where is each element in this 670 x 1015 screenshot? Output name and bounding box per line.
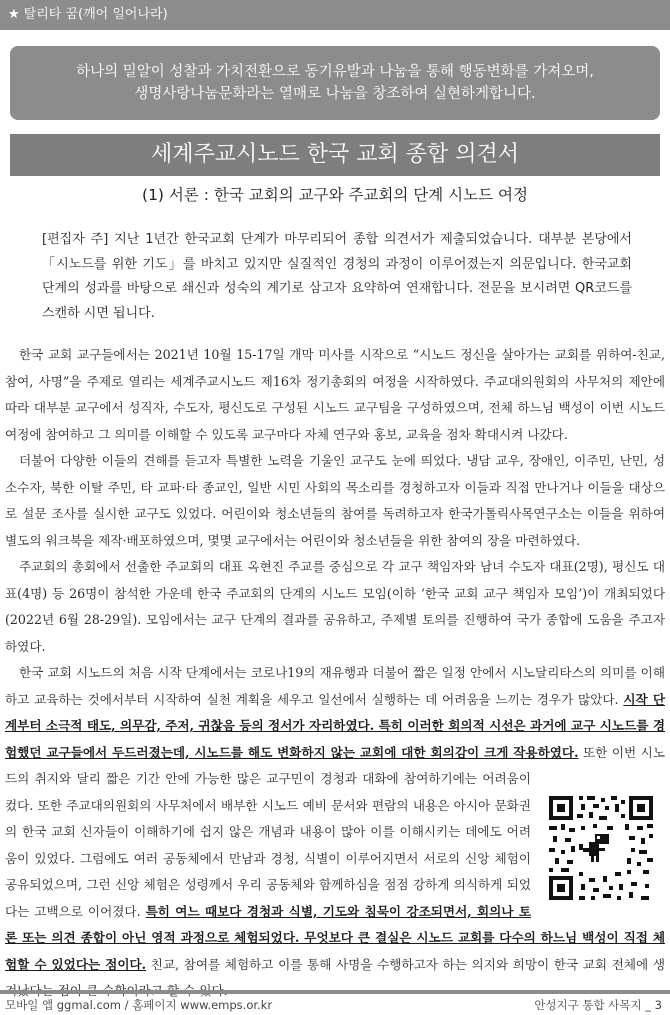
star-icon: ★: [8, 7, 20, 22]
footer-divider: [0, 990, 670, 994]
section-label-bar: [0, 0, 670, 30]
paragraph-2: 더불어 다양한 이들의 견해를 듣고자 특별한 노력을 기울인 교구도 눈에 띄었다. 냉담 교우, 장애인, 이주민, 난민, 성 소수자, 북한 이탈 주민, 타 교파·타 종교인, 일반 시민 사회의 목소리를 경청하고자 이들과 직접 만나거나 이들을 대상으로 설문 조사를 실시한 교구도 있었다. 어린이와 청소년들의 참여를 독려하고자 한국가톨릭사목연구소는 이들을 위하여 별도의 워크북을 제작·배포하였으며, 몇몇 교구에서는 어린이와 청소년들을 위한 참여의 장을 마련하였다.: [5, 453, 665, 548]
qr-code-graphic: [545, 792, 657, 904]
footer-page-label: 안성지구 통합 사목지 _ 3: [534, 998, 662, 1012]
intro-line-2: 생명사랑나눔문화라는 열매로 나눔을 창조하여 실현하게합니다.: [134, 86, 536, 102]
qr-code-icon[interactable]: [545, 792, 657, 904]
underlined-passage-1: 시작 단계부터 소극적 태도, 의무감, 주저, 귀찮음 등의 정서가 자리하였다. 특히 이러한 회의적 시선은 과거에 교구 시노드를 경험했던 교구들에서 두드러졌는데, 시노드를 해도 변화하지 않는 교회에 대한 회의감이 크게 작용하였다.: [5, 691, 665, 760]
footer-contact: 모바일 앱 ggmal.com / 홈페이지 www.emps.or.kr: [5, 998, 273, 1012]
intro-line-1: 하나의 밀알이 성찰과 가치전환으로 동기유발과 나눔을 통해 행동변화를 가져오며,: [76, 64, 594, 80]
underlined-passage-2: 특히 여느 때보다 경청과 식별, 기도와 침묵이 강조되면서, 회의나 토론 또는 의견 종합이 아닌 영적 과정으로 체험되었다. 무엇보다 큰 결실은 시노드 교회를 다수의 하느님 백성이 직접 체험할 수 있었다는 점이다.: [5, 903, 665, 972]
article-body: [5, 342, 665, 1005]
section-label: 탈리타 꿈(깨어 일어나라): [23, 7, 168, 22]
paragraph-4-intro: 한국 교회 시노드의 처음 시작 단계에서는 코로나19의 재유행과 더불어 짧은 일정 안에서 시노달리타스의 의미를 이해하고 교육하는 것에서부터 시작하여 실천 계획을 세우고 일선에서 실행하는 데 어려움을 느끼는 경우가 많았다.: [5, 665, 665, 707]
paragraph-4-middle: 또한 이번 시노드의 취지와 달리 짧은 기간 안에 가능한 많은 교구민이 경청과 대화에 참여하기에는 어려움이 컸다. 또한 주교대의원회의 사무처에서 배부한 시노드 예비 문서와 편람의 내용은 아시아 문화권의 한국 교회 신자들이 이해하기에 쉽지 않은 개념과 내용이 많아 이를 이해시키는 데에도 어려움이 있었다. 그럼에도 여러 공동체에서 만남과 경청, 식별이 이루어지면서 서로의 신앙 체험이 공유되었으며, 그런 신앙 체험은 성령께서 우리 공동체와 함께하심을 점점 강하게 의식하게 되었다는 고백으로 이어졌다.: [5, 744, 666, 919]
article-subtitle: (1) 서론 : 한국 교회의 교구와 주교회의 단계 시노드 여정: [142, 186, 528, 204]
intro-box: [10, 46, 660, 120]
paragraph-4: [5, 660, 665, 1005]
article-title: 세계주교시노드 한국 교회 종합 의견서: [10, 134, 660, 176]
paragraph-1: 한국 교회 교구들에서는 2021년 10월 15-17일 개막 미사를 시작으로 “시노드 정신을 살아가는 교회를 위하여-친교, 참여, 사명”을 주제로 열리는 세계주교시노드 제16차 정기총회의 여정을 시작하였다. 주교대의원회의 사무처의 제안에 따라 대부분 교구에서 성직자, 수도자, 평신도로 구성된 시노드 교구팀을 구성하였으며, 전체 하느님 백성이 이번 시노드 여정에 참여하고 그 의미를 이해할 수 있도록 교구마다 자체 연구와 홍보, 교육을 점차 확대시켜 나갔다.: [5, 347, 665, 442]
paragraph-3: 주교회의 총회에서 선출한 주교회의 대표 옥현진 주교를 중심으로 각 교구 책임자와 남녀 수도자 대표(2명), 평신도 대표(4명) 등 26명이 참석한 가운데 한국 주교회의 단계의 시노드 모임(이하 ‘한국 교회 교구 책임자 모임’)이 개최되었다(2022년 6월 28-29일). 모임에서는 교구 단계의 결과를 공유하고, 주제별 토의를 진행하여 국가 종합에 도움을 주고자 하였다.: [5, 559, 665, 654]
paragraph-4-end: 친교, 참여를 체험하고 이를 통해 사명을 수행하고자 하는 의지와 희망이 한국 교회 전체에 생: [150, 956, 666, 972]
editor-note: [편집자 주] 지난 1년간 한국교회 단계가 마무리되어 종합 의견서가 제출되었습니다. 대부분 본당에서 「시노드를 위한 기도」를 바치고 있지만 실질적인 경청의 과정이 이루어졌는지 의문입니다. 한국교회 단계의 성과를 바탕으로 쇄신과 성숙의 계기로 삼고자 요약하여 연재합니다. 전문을 보시려면 QR코드를 스캔하 시면 됩니다.: [42, 232, 632, 321]
